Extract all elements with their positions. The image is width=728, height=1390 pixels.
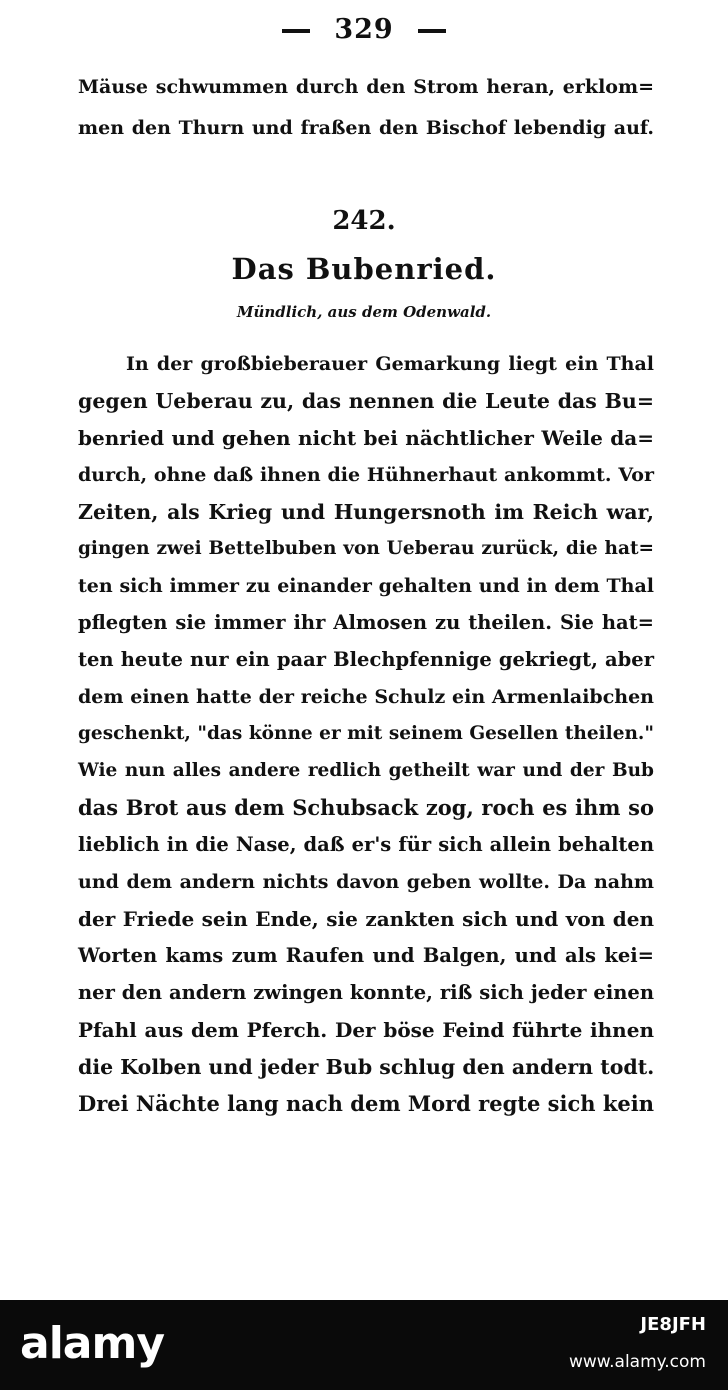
body-line: ten sich immer zu einander gehalten und in dem Thal [78, 575, 654, 597]
body-line: Drei Nächte lang nach dem Mord regte sich kein [78, 1091, 654, 1116]
section-title: Das Bubenried. [231, 252, 497, 286]
image-id: JE8JFH [640, 1314, 706, 1335]
body-line: und dem andern nichts davon geben wollte. Da nahm [78, 871, 654, 893]
section-number: 242. [332, 206, 396, 236]
body-line: lieblich in die Nase, daß er's für sich allein behalten [78, 833, 654, 856]
page-number: 329 [334, 14, 394, 45]
body-line: pflegten sie immer ihr Almosen zu theilen. Sie hat= [78, 611, 654, 634]
body-line: dem einen hatte der reiche Schulz ein Armenlaibchen [78, 686, 654, 708]
watermark-bar [0, 1300, 728, 1390]
section-source: Mündlich, aus dem Odenwald. [236, 303, 492, 321]
body-line: der Friede sein Ende, sie zankten sich und von den [78, 907, 654, 931]
body-line: ner den andern zwingen konnte, riß sich jeder einen [78, 981, 654, 1004]
header-dash-left [282, 29, 310, 33]
body-line: Wie nun alles andere redlich getheilt war und der Bub [78, 760, 654, 781]
body-line: Zeiten, als Krieg und Hungersnoth im Reich war, [78, 500, 654, 524]
intro-line: Mäuse schwummen durch den Strom heran, erklom= [78, 76, 654, 98]
body-line: das Brot aus dem Schubsack zog, roch es ihm so [78, 795, 654, 820]
alamy-logo: alamy [20, 1318, 164, 1369]
body-line: gingen zwei Bettelbuben von Ueberau zurück, die hat= [78, 538, 654, 559]
body-line: Worten kams zum Raufen und Balgen, und als kei= [78, 944, 654, 967]
page-header [0, 14, 728, 45]
header-dash-right [418, 29, 446, 33]
body-line: Pfahl aus dem Pferch. Der böse Feind führte ihnen [78, 1018, 654, 1042]
body-line: durch, ohne daß ihnen die Hühnerhaut ankommt. Vor [78, 464, 654, 486]
body-line: die Kolben und jeder Bub schlug den andern todt. [78, 1055, 655, 1079]
intro-line: men den Thurn und fraßen den Bischof lebendig auf. [78, 117, 654, 139]
body-line: benried und gehen nicht bei nächtlicher Weile da= [78, 426, 654, 450]
body-line: gegen Ueberau zu, das nennen die Leute das Bu= [78, 389, 654, 413]
site-url: www.alamy.com [568, 1352, 706, 1372]
body-line: In der großbieberauer Gemarkung liegt ein Thal [126, 353, 654, 375]
body-line: ten heute nur ein paar Blechpfennige gekriegt, aber [78, 648, 654, 671]
body-line: geschenkt, "das könne er mit seinem Gesellen theilen." [78, 723, 654, 744]
